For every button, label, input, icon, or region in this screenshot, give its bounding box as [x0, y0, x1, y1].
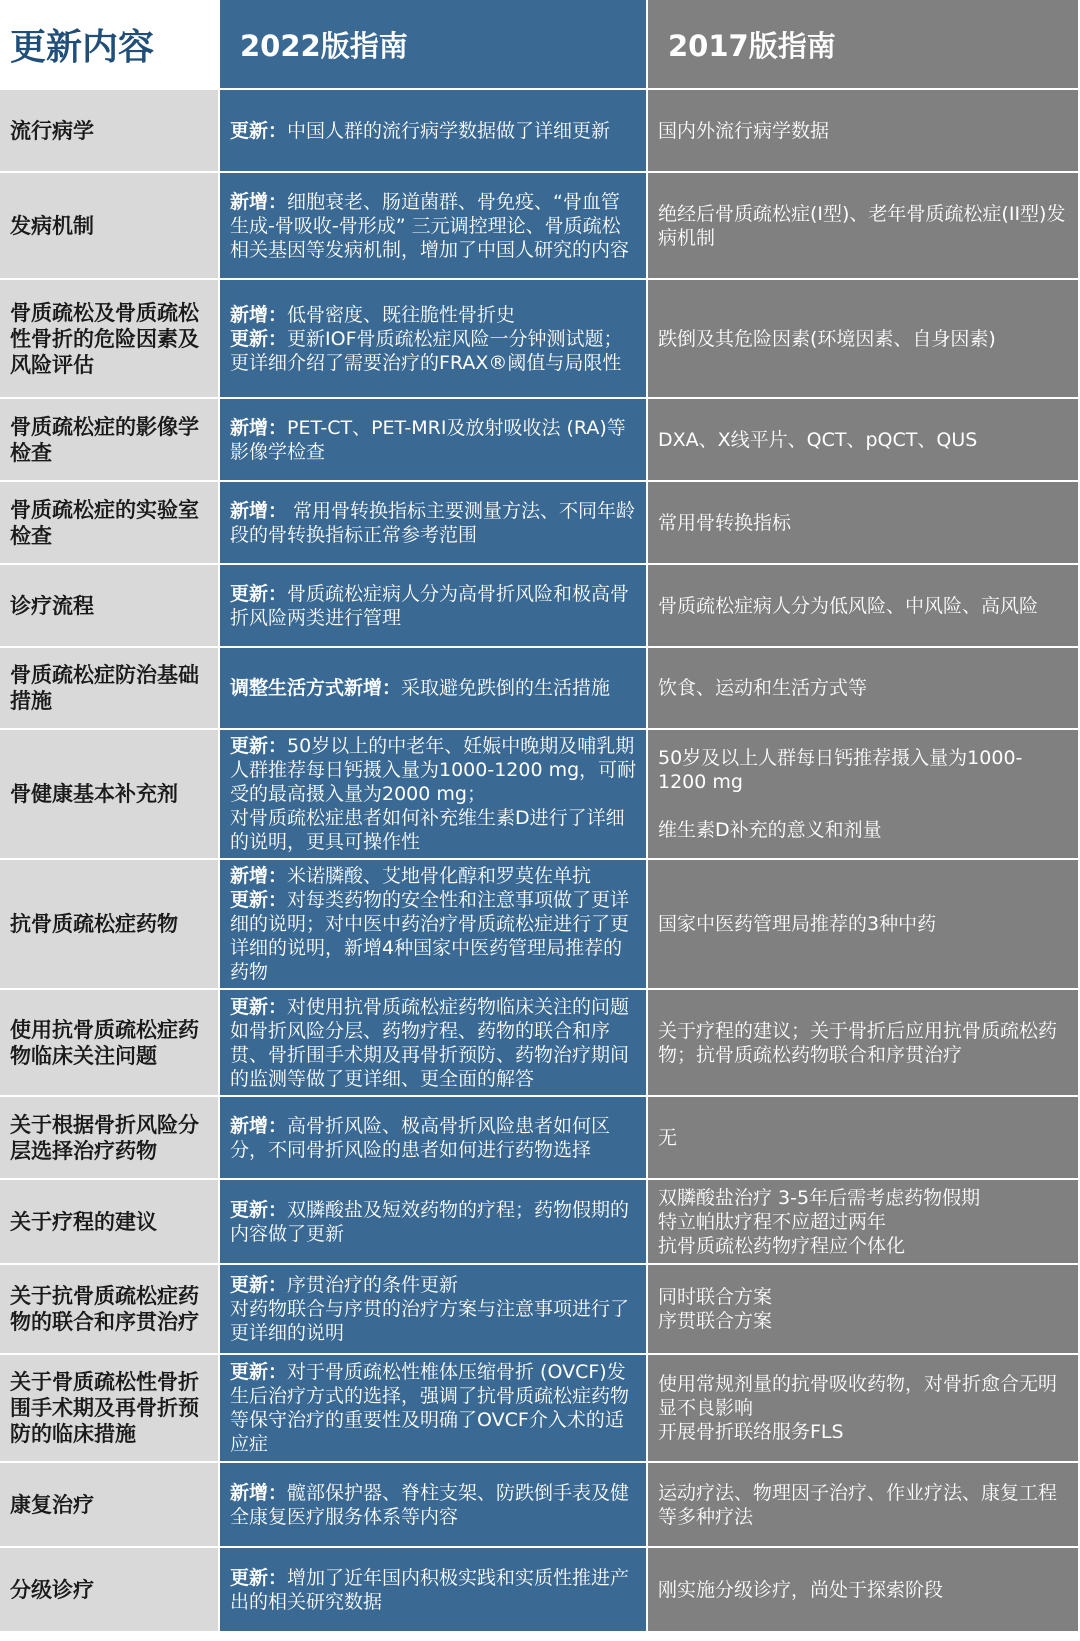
row-topic	[0, 1265, 220, 1355]
row-2022-content	[220, 565, 648, 648]
topic-text: 关于疗程的建议	[10, 1209, 157, 1234]
row-2022-content	[220, 648, 648, 730]
new-content-block	[230, 1566, 638, 1614]
change-label: 新增：	[230, 303, 288, 326]
row-2017-content	[648, 648, 1080, 730]
topic-text: 流行病学	[10, 118, 94, 143]
topic-text: 分级诊疗	[10, 1577, 94, 1602]
row-2017-content	[648, 1097, 1080, 1180]
header-2017-guide: 2017版指南	[648, 0, 1080, 90]
row-topic	[0, 730, 220, 860]
row-2022-content	[220, 482, 648, 565]
topic-text: 抗骨质疏松症药物	[10, 912, 178, 936]
new-content-line	[230, 416, 638, 464]
change-label: 新增：	[230, 865, 288, 887]
new-content-line	[230, 1297, 638, 1345]
topic-text: 骨质疏松及骨质疏松性骨折的危险因素及风险评估	[10, 300, 199, 377]
change-text: 对使用抗骨质疏松症药物临床关注的问题如骨折风险分层、药物疗程、药物的联合和序贯、骨折围手术期及再骨折预防、药物治疗期间的监测等做了更详细、更全面的解答	[230, 995, 630, 1090]
new-content-line	[230, 888, 638, 984]
row-2017-content	[648, 1180, 1080, 1265]
old-content-text: 关于疗程的建议；关于骨折后应用抗骨质疏松药物；抗骨质疏松药物联合和序贯治疗	[658, 1019, 1058, 1066]
row-2022-content	[220, 1463, 648, 1548]
row-2022-content	[220, 1355, 648, 1463]
new-content-block	[230, 1481, 638, 1529]
row-2017-content	[648, 90, 1080, 173]
topic-text: 关于抗骨质疏松症药物的联合和序贯治疗	[10, 1284, 199, 1334]
row-2017-content	[648, 173, 1080, 280]
change-text: 髋部保护器、脊柱支架、防跌倒手表及健全康复医疗服务体系等内容	[230, 1481, 630, 1528]
new-content-line	[230, 806, 638, 854]
row-2022-content	[220, 1548, 648, 1633]
topic-text: 诊疗流程	[10, 593, 94, 618]
topic-text: 骨健康基本补充剂	[10, 782, 178, 806]
topic-text: 关于骨质疏松性骨折围手术期及再骨折预防的临床措施	[10, 1370, 199, 1446]
row-2017-content	[648, 1355, 1080, 1463]
new-content-line	[230, 864, 638, 888]
change-label: 新增：	[230, 190, 288, 213]
change-label: 更新：	[230, 119, 288, 142]
change-text: 对于骨质疏松性椎体压缩骨折 (OVCF)发生后治疗方式的选择，强调了抗骨质疏松症药物等保守治疗的重要性及明确了OVCF介入术的适应症	[230, 1361, 630, 1455]
old-content-text: 运动疗法、物理因子治疗、作业疗法、康复工程等多种疗法	[658, 1481, 1058, 1528]
change-text: 高骨折风险、极高骨折风险患者如何区分，不同骨折风险的患者如何进行药物选择	[230, 1114, 611, 1161]
row-2017-content	[648, 565, 1080, 648]
old-content-text: 绝经后骨质疏松症(I型)、老年骨质疏松症(II型)发病机制	[658, 202, 1066, 249]
old-content-text: 国家中医药管理局推荐的3种中药	[658, 913, 937, 935]
change-label: 新增：	[230, 1481, 288, 1504]
row-2022-content	[220, 1265, 648, 1355]
change-label: 调整生活方式新增：	[230, 677, 402, 699]
old-content-text: 50岁及以上人群每日钙推荐摄入量为1000-1200 mg 维生素D补充的意义和剂量	[658, 747, 1023, 841]
row-2022-content	[220, 399, 648, 482]
new-content-block	[230, 1198, 638, 1246]
change-label: 更新：	[230, 995, 288, 1018]
change-text: 骨质疏松症病人分为高骨折风险和极高骨折风险两类进行管理	[230, 582, 630, 629]
row-topic	[0, 280, 220, 399]
change-text: 细胞衰老、肠道菌群、骨免疫、“骨血管生成-骨吸收-骨形成” 三元调控理论、骨质疏松相关基因等发病机制，增加了中国人研究的内容	[230, 190, 630, 261]
new-content-block	[230, 734, 638, 854]
row-topic	[0, 90, 220, 173]
row-topic	[0, 1548, 220, 1633]
new-content-line	[230, 1273, 638, 1297]
row-topic	[0, 1097, 220, 1180]
old-content-text: 同时联合方案 序贯联合方案	[658, 1286, 773, 1332]
change-text: 50岁以上的中老年、妊娠中晚期及哺乳期人群推荐每日钙摄入量为1000-1200 mg，可耐受的最高摄入量为2000 mg；	[230, 735, 637, 805]
change-label: 更新：	[230, 1361, 288, 1383]
topic-text: 康复治疗	[10, 1492, 94, 1517]
old-content-text: 常用骨转换指标	[658, 511, 792, 534]
new-content-line	[230, 734, 638, 806]
topic-text: 使用抗骨质疏松症药物临床关注问题	[10, 1017, 199, 1068]
new-content-block	[230, 190, 638, 262]
row-topic	[0, 399, 220, 482]
row-topic	[0, 482, 220, 565]
header-update-content: 更新内容	[0, 0, 220, 90]
row-2022-content	[220, 280, 648, 399]
new-content-line	[230, 1198, 638, 1246]
old-content-text: 使用常规剂量的抗骨吸收药物，对骨折愈合无明显不良影响 开展骨折联络服务FLS	[658, 1373, 1058, 1443]
change-label: 更新：	[230, 327, 288, 350]
change-text: 对骨质疏松症患者如何补充维生素D进行了详细的说明，更具可操作性	[230, 807, 625, 853]
new-content-block	[230, 1273, 638, 1345]
topic-text: 骨质疏松症防治基础措施	[10, 663, 199, 713]
new-content-block	[230, 119, 638, 143]
new-content-block	[230, 416, 638, 464]
row-2022-content	[220, 730, 648, 860]
change-label: 更新：	[230, 1198, 288, 1221]
header-2022-guide: 2022版指南	[220, 0, 648, 90]
old-content-text: 饮食、运动和生活方式等	[658, 677, 868, 699]
topic-text: 关于根据骨折风险分层选择治疗药物	[10, 1112, 199, 1163]
change-text: 更新IOF骨质疏松症风险一分钟测试题；更详细介绍了需要治疗的FRAX®阈值与局限性	[230, 327, 623, 374]
change-label: 新增：	[230, 499, 288, 522]
change-text: 中国人群的流行病学数据做了详细更新	[287, 119, 611, 142]
new-content-line	[230, 582, 638, 630]
new-content-block	[230, 676, 638, 700]
row-2017-content	[648, 990, 1080, 1097]
row-2017-content	[648, 1265, 1080, 1355]
change-text: 双膦酸盐及短效药物的疗程；药物假期的内容做了更新	[230, 1198, 630, 1245]
change-label: 更新：	[230, 582, 288, 605]
change-text: 采取避免跌倒的生活措施	[401, 677, 611, 699]
new-content-line	[230, 499, 638, 547]
new-content-line	[230, 119, 638, 143]
change-text: PET-CT、PET-MRI及放射吸收法 (RA)等影像学检查	[230, 416, 626, 463]
new-content-line	[230, 676, 638, 700]
change-label: 新增：	[230, 1114, 288, 1137]
row-2017-content	[648, 280, 1080, 399]
new-content-block	[230, 995, 638, 1091]
new-content-line	[230, 1481, 638, 1529]
change-label: 更新：	[230, 1566, 288, 1589]
new-content-block	[230, 303, 638, 375]
new-content-line	[230, 995, 638, 1091]
row-2022-content	[220, 173, 648, 280]
change-text: 米诺膦酸、艾地骨化醇和罗莫佐单抗	[287, 865, 592, 887]
row-2017-content	[648, 399, 1080, 482]
new-content-block	[230, 582, 638, 630]
new-content-block	[230, 1360, 638, 1456]
change-text: 增加了近年国内积极实践和实质性推进产出的相关研究数据	[230, 1566, 630, 1613]
row-2022-content	[220, 1097, 648, 1180]
row-topic	[0, 565, 220, 648]
topic-text: 骨质疏松症的影像学检查	[10, 414, 199, 465]
row-topic	[0, 1180, 220, 1265]
row-2017-content	[648, 482, 1080, 565]
row-2022-content	[220, 90, 648, 173]
row-2017-content	[648, 1463, 1080, 1548]
old-content-text: 双膦酸盐治疗 3-5年后需考虑药物假期 特立帕肽疗程不应超过两年 抗骨质疏松药物疗程应个体化	[658, 1186, 981, 1257]
old-content-text: 跌倒及其危险因素(环境因素、自身因素)	[658, 327, 996, 350]
new-content-line	[230, 1566, 638, 1614]
old-content-text: 无	[658, 1126, 678, 1149]
row-2022-content	[220, 860, 648, 990]
row-2017-content	[648, 1548, 1080, 1633]
old-content-text: 骨质疏松症病人分为低风险、中风险、高风险	[658, 594, 1039, 617]
old-content-text: DXA、X线平片、QCT、pQCT、QUS	[658, 428, 978, 451]
old-content-text: 国内外流行病学数据	[658, 119, 830, 142]
change-text: 低骨密度、既往脆性骨折史	[287, 303, 516, 326]
change-label: 更新：	[230, 889, 288, 911]
new-content-line	[230, 1114, 638, 1162]
row-topic	[0, 1355, 220, 1463]
new-content-line	[230, 303, 638, 327]
change-label: 更新：	[230, 1274, 288, 1296]
topic-text: 骨质疏松症的实验室检查	[10, 497, 199, 548]
row-2017-content	[648, 730, 1080, 860]
row-topic	[0, 860, 220, 990]
new-content-line	[230, 327, 638, 375]
new-content-block	[230, 499, 638, 547]
row-2022-content	[220, 1180, 648, 1265]
change-text: 常用骨转换指标主要测量方法、不同年龄段的骨转换指标正常参考范围	[230, 499, 636, 546]
new-content-line	[230, 190, 638, 262]
row-2017-content	[648, 860, 1080, 990]
new-content-line	[230, 1360, 638, 1456]
row-topic	[0, 1463, 220, 1548]
change-label: 更新：	[230, 735, 288, 757]
row-topic	[0, 648, 220, 730]
old-content-text: 刚实施分级诊疗，尚处于探索阶段	[658, 1578, 944, 1601]
row-topic	[0, 173, 220, 280]
row-topic	[0, 990, 220, 1097]
new-content-block	[230, 864, 638, 984]
change-label: 新增：	[230, 416, 288, 439]
new-content-block	[230, 1114, 638, 1162]
change-text: 序贯治疗的条件更新	[287, 1274, 459, 1296]
row-2022-content	[220, 990, 648, 1097]
change-text: 对药物联合与序贯的治疗方案与注意事项进行了更详细的说明	[230, 1298, 630, 1344]
change-text: 对每类药物的安全性和注意事项做了更详细的说明；对中医中药治疗骨质疏松症进行了更详细的说明，新增4种国家中医药管理局推荐的药物	[230, 889, 630, 983]
topic-text: 发病机制	[10, 213, 94, 238]
